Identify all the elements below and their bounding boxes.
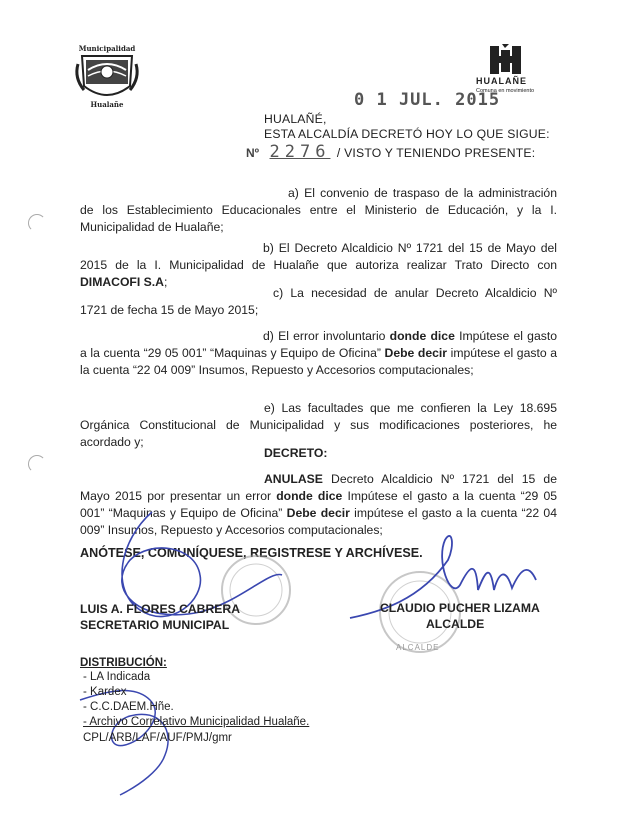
consideration-b-end: ;: [163, 275, 168, 289]
place-name: HUALAÑÉ,: [264, 112, 327, 126]
consideration-d-text-2: Impútese el gasto a la cuenta “29 05 001” “Maquinas y Equipo de Oficina”: [80, 329, 557, 360]
decree-visto: / VISTO Y TENIENDO PRESENTE:: [336, 146, 536, 160]
punch-hole-top: [28, 214, 46, 232]
consideration-e-text: e) Las facultades que me confieren la Ley 18.695 Orgánica Constitucional de Municipalidad y sus modificaciones posteriores, he acordado y;: [80, 401, 557, 449]
initials-line: CPL/ARB/LAF/AUF/PMJ/gmr: [83, 732, 232, 744]
hualane-logo-icon: [472, 44, 552, 78]
decreto-text-2: Impútese el gasto a la cuenta “29 05 001” “Maquinas y Equipo de Oficina”: [80, 489, 557, 520]
logo-tagline: Comuna en movimiento: [476, 88, 535, 94]
decree-number-prefix: Nº: [246, 146, 260, 160]
consideration-d: [80, 328, 557, 379]
consideration-c-text: c) La necesidad de anular Decreto Alcaldicio Nº 1721 de fecha 15 de Mayo 2015;: [80, 286, 557, 317]
mayor-stamp-text: ALCALDE: [396, 643, 440, 652]
consideration-d-bold-1: donde dice: [389, 329, 455, 343]
mayor-title: ALCALDE: [426, 617, 485, 631]
decreto-paragraph: [80, 471, 557, 539]
decree-number-line: [246, 142, 535, 162]
distribution-item: - C.C.DAEM.Hñe.: [83, 701, 174, 713]
punch-hole-bottom: [28, 455, 46, 473]
consideration-d-text-1: d) El error involuntario: [263, 329, 390, 343]
decreto-bold-2: donde dice: [276, 489, 343, 503]
decreto-bold-3: Debe decir: [286, 506, 350, 520]
decreto-text-3: impútese el gasto a la cuenta “22 04 009” Insumos, Repuesto y Accesorios computacionales;: [80, 506, 557, 537]
distribution-item: - Kardex: [83, 686, 127, 698]
consideration-b-text: b) El Decreto Alcaldicio Nº 1721 del 15 de Mayo del 2015 de la I. Municipalidad de Hualañe que autoriza realizar Trato Directo con: [80, 241, 557, 272]
secretary-name: LUIS A. FLORES CABRERA: [80, 602, 241, 616]
distribution-item: - Archivo Correlativo Municipalidad Hualañe.: [83, 716, 310, 728]
consideration-a: [80, 185, 557, 236]
mayor-name: CLAUDIO PUCHER LIZAMA: [380, 601, 540, 615]
emblem-bottom-text: Hualañe: [90, 100, 124, 109]
consideration-a-text: a) El convenio de traspaso de la administración de los Establecimiento Educacionales entre el Ministerio de Educación, y la I. Municipalidad de Hualañe;: [80, 186, 557, 234]
decree-intro: ESTA ALCALDÍA DECRETÓ HOY LO QUE SIGUE:: [264, 127, 550, 141]
emblem-top-text: Municipalidad: [78, 44, 136, 53]
distribution-heading: DISTRIBUCIÓN:: [80, 657, 167, 669]
distribution-item: - LA Indicada: [83, 671, 151, 683]
consideration-d-bold-2: Debe decir: [384, 346, 448, 360]
secretary-title: SECRETARIO MUNICIPAL: [80, 618, 230, 632]
municipal-coat-of-arms: [72, 44, 142, 110]
decreto-text-1: Decreto Alcaldicio Nº 1721 del 15 de Mayo 2015 por presentar un error: [80, 472, 557, 503]
date-stamp: 0 1 JUL. 2015: [354, 90, 501, 110]
decreto-anulase: ANULASE: [264, 472, 323, 486]
decreto-heading: DECRETO:: [264, 446, 328, 460]
logo-name: HUALAÑE: [476, 76, 527, 86]
consideration-c: [80, 285, 557, 319]
consideration-b-company: DIMACOFI S.A: [80, 275, 164, 289]
consideration-e: [80, 400, 557, 451]
closing-statement: ANÓTESE, COMUNÍQUESE, REGISTRESE Y ARCHÍVESE.: [80, 546, 423, 560]
decree-number: 2276: [269, 142, 331, 162]
consideration-b: [80, 240, 557, 291]
consideration-d-text-3: impútese el gasto a la cuenta “22 04 009” Insumos, Repuesto y Accesorios computacionales;: [80, 346, 557, 377]
